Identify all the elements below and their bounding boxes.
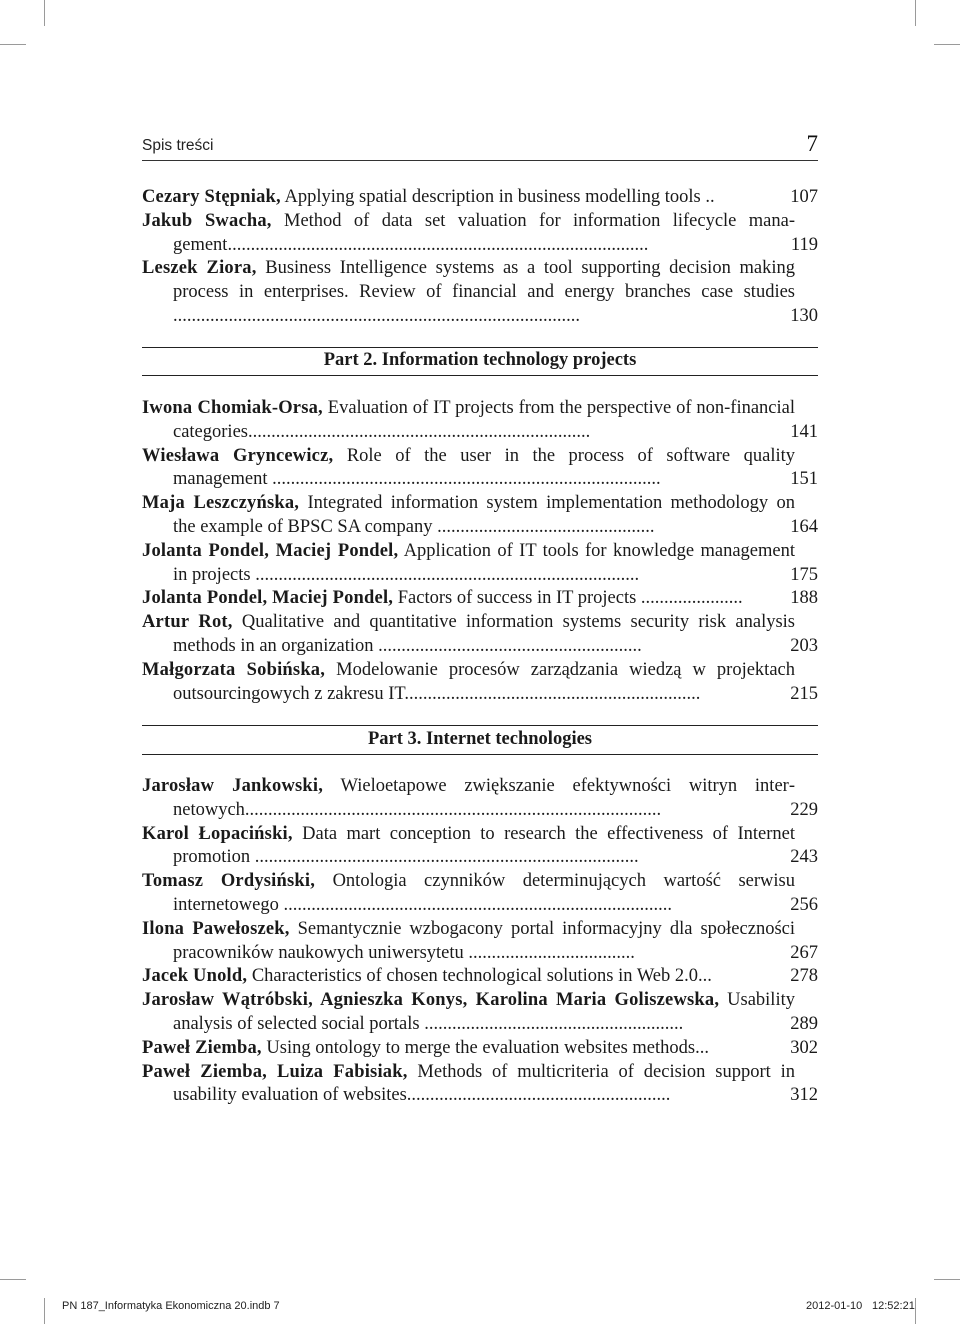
- part-3-title: Part 3. Internet technologies: [367, 729, 592, 749]
- toc-entry-title: Characteristics of chosen technological solutions in Web 2.0...: [247, 966, 712, 987]
- toc-entry-title: Business Intelligence systems as a tool supporting decision making process in enterprises. Review of financial and energy branches case studies ........................................................................................: [173, 258, 795, 326]
- toc-entry-author: Tomasz Ordysiński,: [142, 871, 316, 892]
- toc-part-3: [142, 775, 818, 1108]
- toc-entry-author: Karol Łopaciński,: [142, 823, 293, 844]
- toc-entry-page: 175: [790, 564, 818, 585]
- toc-entry-author: Maja Leszczyńska,: [142, 493, 300, 514]
- toc-entry-title: Wieloetapowe zwiększanie efektywności witryn internetowych..........................................................................................: [173, 776, 795, 820]
- crop-mark: [934, 1279, 960, 1280]
- header-rule: [142, 160, 818, 161]
- crop-mark: [915, 1298, 916, 1324]
- toc-entry-author: Jakub Swacha,: [142, 210, 272, 231]
- toc-entry: [142, 775, 818, 823]
- crop-mark: [44, 1298, 45, 1324]
- toc-entry-page: 302: [790, 1037, 818, 1058]
- toc-entry-page: 278: [790, 966, 818, 987]
- toc-entry-page: 312: [790, 1085, 818, 1106]
- crop-mark: [0, 44, 26, 45]
- toc-entry: [142, 540, 818, 588]
- toc-entry-author: Leszek Ziora,: [142, 258, 257, 279]
- toc-entry-author: Jarosław Jankowski,: [142, 776, 324, 796]
- toc-entry: [142, 989, 818, 1037]
- part-2-title: Part 2. Information technology projects: [323, 350, 637, 370]
- toc-entry-author: Wiesława Gryncewicz,: [142, 445, 334, 466]
- toc-entry-title: Qualitative and quantitative information systems security risk analysis methods in an organization .........................................................: [173, 612, 795, 656]
- toc-entry-page: 130: [790, 305, 818, 326]
- toc-entry-page: 267: [790, 942, 818, 963]
- page-number: 7: [806, 131, 818, 156]
- toc-part-2: [142, 397, 818, 706]
- toc-entry-page: 215: [790, 683, 818, 704]
- toc-entry-title: Modelowanie procesów zarządzania wiedzą w projektach outsourcingowych z zakresu IT................................................................: [173, 659, 795, 704]
- toc-entry-page: 151: [790, 469, 818, 490]
- toc-entry-author: Jolanta Pondel, Maciej Pondel,: [142, 588, 394, 609]
- toc-entry-title: Application of IT tools for knowledge management in projects ...................................................................................: [173, 540, 795, 585]
- toc-entry-page: 243: [790, 847, 818, 868]
- toc-entry-page: 188: [790, 588, 818, 609]
- crop-mark: [934, 44, 960, 45]
- part-rule-bottom: [142, 375, 818, 376]
- toc-entry-page: 164: [790, 516, 818, 537]
- toc-entry-title: Semantycznie wzbogacony portal informacyjny dla społeczności pracowników naukowych uniwersytetu ....................................: [173, 918, 795, 963]
- toc-entry: [142, 587, 818, 611]
- toc-entry-page: 229: [790, 799, 818, 820]
- toc-entry-author: Paweł Ziemba, Luiza Fabisiak,: [142, 1061, 408, 1082]
- toc-entry-title: Method of data set valuation for information lifecycle management...........................................................................................: [173, 210, 795, 255]
- running-head-title: Spis treści: [142, 137, 214, 154]
- footer-file: PN 187_Informatyka Ekonomiczna 20.indb 7: [62, 1300, 280, 1312]
- toc-entry-author: Cezary Stępniak,: [142, 187, 281, 207]
- toc-entry: [142, 492, 818, 540]
- crop-mark: [915, 0, 916, 26]
- toc-entry-author: Jarosław Wątróbski, Agnieszka Konys, Karolina Maria Goliszewska,: [142, 990, 720, 1011]
- toc-entry-title: Applying spatial description in business modelling tools ..: [280, 187, 715, 207]
- toc-entry-title: Integrated information system implementation methodology on the example of BPSC SA company ...............................................: [173, 493, 795, 537]
- toc-entry: [142, 397, 818, 445]
- toc-entry-title: Factors of success in IT projects ......................: [393, 588, 743, 609]
- toc-entry: [142, 1037, 818, 1061]
- toc-entry-title: Data mart conception to research the effectiveness of Internet promotion ...................................................................................: [173, 823, 796, 868]
- toc-entry: [142, 918, 818, 966]
- toc-entry: [142, 611, 818, 659]
- crop-mark: [0, 1279, 26, 1280]
- toc-entry-author: Jolanta Pondel, Maciej Pondel,: [142, 540, 399, 561]
- toc-entry-author: Jacek Unold,: [142, 966, 248, 987]
- toc-entry-author: Iwona Chomiak-Orsa,: [142, 398, 323, 418]
- toc-entry-author: Ilona Pawełoszek,: [142, 918, 290, 939]
- toc-entry: [142, 445, 818, 493]
- toc-entry-title: Methods of multicriteria of decision support in usability evaluation of websites.........................................................: [173, 1061, 795, 1106]
- toc-entry: [142, 659, 818, 707]
- toc-entry-title: Role of the user in the process of software quality management ....................................................................................: [173, 445, 796, 490]
- toc-entry-title: Evaluation of IT projects from the perspective of non-financial categories..........................................................................: [173, 398, 795, 442]
- toc-entry: [142, 965, 818, 989]
- toc-entry-author: Artur Rot,: [142, 612, 233, 633]
- toc-entry-author: Małgorzata Sobińska,: [142, 659, 326, 680]
- running-head: [142, 133, 818, 159]
- toc-entry-page: 107: [790, 187, 818, 207]
- part-rule-top: [142, 725, 818, 726]
- crop-mark: [44, 0, 45, 26]
- toc-entry-title: Using ontology to merge the evaluation websites methods...: [261, 1037, 709, 1058]
- toc-entry: [142, 257, 818, 328]
- toc-entry: [142, 823, 818, 871]
- toc-section-1: [142, 186, 818, 329]
- part-rule-top: [142, 347, 818, 348]
- toc-entry: [142, 186, 818, 210]
- toc-entry-page: 256: [790, 894, 818, 915]
- footer-time: 12:52:21: [872, 1300, 915, 1312]
- toc-entry-author: Paweł Ziemba,: [142, 1037, 262, 1058]
- toc-entry-page: 203: [790, 635, 818, 656]
- toc-entry: [142, 1061, 818, 1109]
- toc-entry: [142, 870, 818, 918]
- toc-entry-page: 289: [790, 1013, 818, 1034]
- footer-date: 2012-01-10: [806, 1300, 863, 1312]
- toc-entry-page: 119: [790, 234, 818, 255]
- toc-entry-title: Ontologia czynników determinujących wartość serwisu internetowego ....................................................................................: [173, 871, 795, 915]
- part-rule-bottom: [142, 754, 818, 755]
- toc-entry-page: 141: [790, 421, 818, 442]
- toc-entry-title: Usability analysis of selected social portals ........................................................: [173, 990, 795, 1034]
- toc-entry: [142, 210, 818, 258]
